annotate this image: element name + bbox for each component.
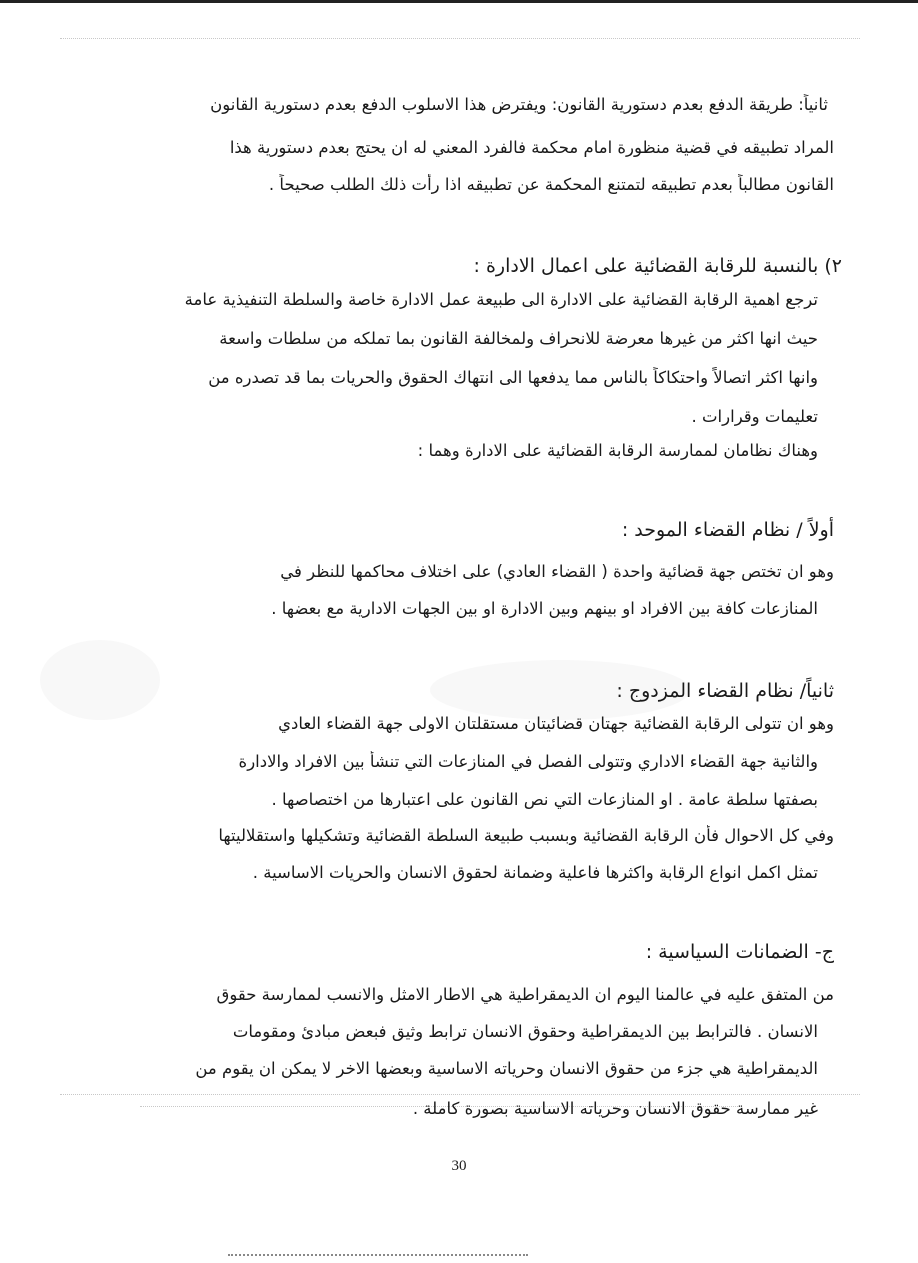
top-border-rule bbox=[0, 0, 918, 3]
section-heading: ٢) بالنسبة للرقابة القضائية على اعمال الادارة : bbox=[473, 255, 842, 277]
paragraph-line: وفي كل الاحوال فأن الرقابة القضائية وبسبب طبيعة السلطة القضائية وتشكيلها واستقلاليتها bbox=[218, 826, 834, 845]
section-heading: ج- الضمانات السياسية : bbox=[645, 941, 834, 963]
scan-smudge bbox=[40, 640, 160, 720]
paragraph-line: غير ممارسة حقوق الانسان وحرياته الاساسية بصورة كاملة . bbox=[412, 1099, 818, 1118]
paragraph-line: وانها اكثر اتصالاً واحتكاكاً بالناس مما يدفعها الى انتهاك الحقوق والحريات بما قد تصدره من bbox=[208, 368, 818, 387]
paragraph-line: القانون مطالباً بعدم تطبيقه لتمتنع المحكمة عن تطبيقه اذا رأت ذلك الطلب صحيحاً . bbox=[268, 175, 834, 194]
paragraph-line: بصفتها سلطة عامة . او المنازعات التي نص القانون على اعتبارها من اختصاصها . bbox=[271, 790, 818, 809]
paragraph-line: حيث انها اكثر من غيرها معرضة للانحراف ولمخالفة القانون بما تملكه من سلطات واسعة bbox=[219, 329, 818, 348]
section-heading: ثانياً/ نظام القضاء المزدوج : bbox=[616, 680, 834, 702]
paragraph-line: تمثل اكمل انواع الرقابة واكثرها فاعلية وضمانة لحقوق الانسان والحريات الاساسية . bbox=[252, 863, 818, 882]
section-heading: أولاً / نظام القضاء الموحد : bbox=[621, 519, 834, 541]
paragraph-line: ثانياً: طريقة الدفع بعدم دستورية القانون: ويفترض هذا الاسلوب الدفع بعدم دستورية القانون bbox=[210, 95, 828, 114]
paragraph-line: وهو ان تتولى الرقابة القضائية جهتان قضائيتان مستقلتان الاولى جهة القضاء العادي bbox=[278, 714, 834, 733]
paragraph-line: وهناك نظامان لممارسة الرقابة القضائية على الادارة وهما : bbox=[417, 441, 818, 460]
scan-dotted-line bbox=[60, 38, 860, 39]
paragraph-line: ترجع اهمية الرقابة القضائية على الادارة الى طبيعة عمل الادارة خاصة والسلطة التنفيذية عامة bbox=[184, 290, 818, 309]
paragraph-line: تعليمات وقرارات . bbox=[691, 407, 818, 426]
paragraph-line: المراد تطبيقه في قضية منظورة امام محكمة فالفرد المعني له ان يحتج بعدم دستورية هذا bbox=[229, 138, 834, 157]
paragraph-line: والثانية جهة القضاء الاداري وتتولى الفصل في المنازعات التي تنشأ بين الافراد والادارة bbox=[238, 752, 818, 771]
bottom-dotted-rule bbox=[228, 1254, 528, 1256]
paragraph-line: من المتفق عليه في عالمنا اليوم ان الديمقراطية هي الاطار الامثل والانسب لممارسة حقوق bbox=[216, 985, 834, 1004]
scan-dotted-line bbox=[60, 1094, 860, 1095]
paragraph-line: الديمقراطية هي جزء من حقوق الانسان وحرياته الاساسية وبعضها الاخر لا يمكن ان يقوم من bbox=[195, 1059, 818, 1078]
paragraph-line: وهو ان تختص جهة قضائية واحدة ( القضاء العادي) على اختلاف محاكمها للنظر في bbox=[280, 562, 834, 581]
paragraph-line: الانسان . فالترابط بين الديمقراطية وحقوق الانسان ترابط وثيق فبعض مبادئ ومقومات bbox=[232, 1022, 818, 1041]
page-number: 30 bbox=[451, 1158, 467, 1174]
paragraph-line: المنازعات كافة بين الافراد او بينهم وبين الادارة او بين الجهات الادارية مع بعضها . bbox=[271, 599, 818, 618]
